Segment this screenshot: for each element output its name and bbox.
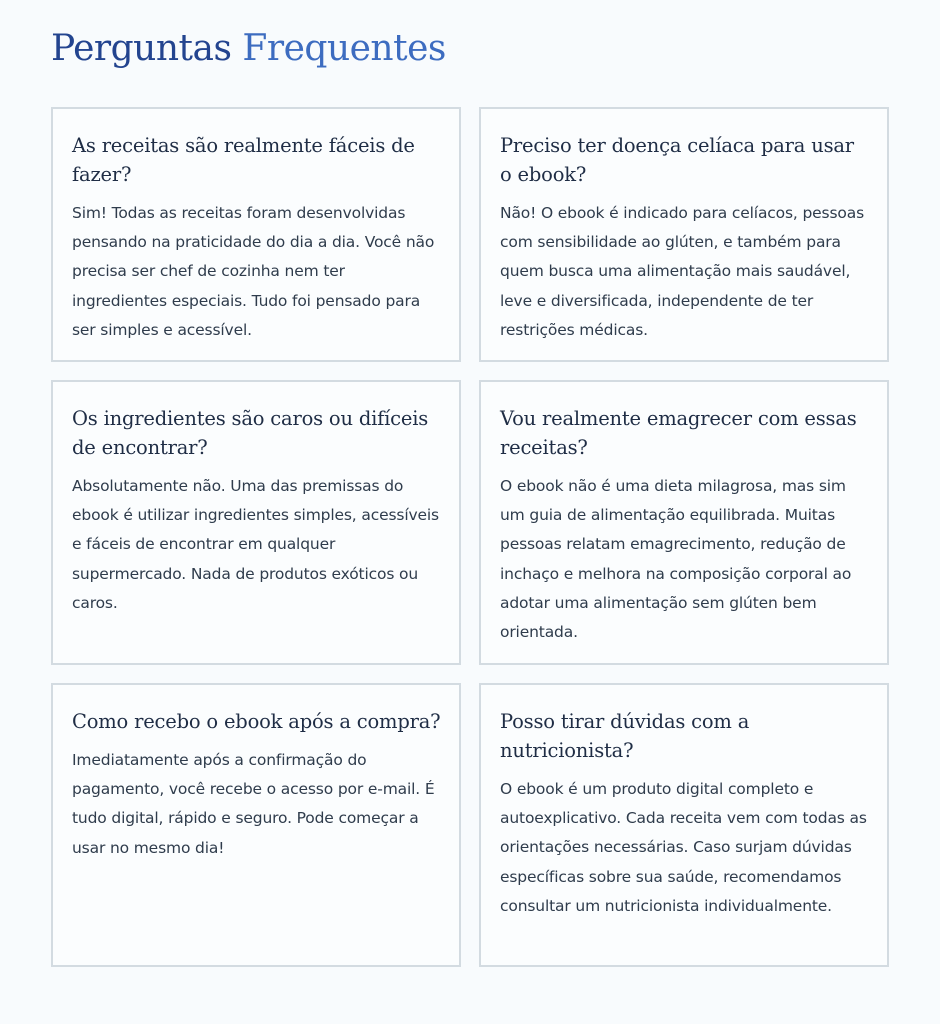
page-title-word-2: Frequentes bbox=[242, 28, 446, 69]
faq-question: Vou realmente emagrecer com essas receitas? bbox=[500, 407, 857, 459]
faq-question: As receitas são realmente fáceis de fazer? bbox=[72, 134, 415, 186]
faq-card bbox=[51, 683, 461, 967]
faq-answer: O ebook é um produto digital completo e autoexplicativo. Cada receita vem com todas as orientações necessárias. Caso surjam dúvidas específicas sobre sua saúde, recomendamos consultar um nutricionista individualmente. bbox=[500, 780, 867, 915]
faq-answer: Absolutamente não. Uma das premissas do ebook é utilizar ingredientes simples, acessíveis e fáceis de encontrar em qualquer supermercado. Nada de produtos exóticos ou caros. bbox=[72, 477, 439, 612]
faq-card bbox=[479, 380, 889, 665]
faq-question: Posso tirar dúvidas com a nutricionista? bbox=[500, 710, 750, 762]
faq-card bbox=[51, 107, 461, 362]
faq-card bbox=[479, 107, 889, 362]
faq-answer: Imediatamente após a confirmação do pagamento, você recebe o acesso por e-mail. É tudo digital, rápido e seguro. Pode começar a usar no mesmo dia! bbox=[72, 751, 435, 857]
faq-answer: Não! O ebook é indicado para celíacos, pessoas com sensibilidade ao glúten, e também para quem busca uma alimentação mais saudável, leve e diversificada, independente de ter restrições médicas. bbox=[500, 204, 865, 339]
faq-question: Os ingredientes são caros ou difíceis de encontrar? bbox=[72, 407, 429, 459]
faq-question: Preciso ter doença celíaca para usar o ebook? bbox=[500, 134, 854, 186]
faq-question: Como recebo o ebook após a compra? bbox=[72, 710, 441, 733]
faq-answer: Sim! Todas as receitas foram desenvolvidas pensando na praticidade do dia a dia. Você não precisa ser chef de cozinha nem ter ingredientes especiais. Tudo foi pensado para ser simples e acessível. bbox=[72, 204, 435, 339]
page-title-word-1: Perguntas bbox=[51, 28, 232, 69]
faq-grid bbox=[51, 107, 889, 967]
faq-card bbox=[51, 380, 461, 665]
faq-card bbox=[479, 683, 889, 967]
page-title bbox=[51, 26, 446, 72]
faq-answer: O ebook não é uma dieta milagrosa, mas sim um guia de alimentação equilibrada. Muitas pessoas relatam emagrecimento, redução de inchaço e melhora na composição corporal ao adotar uma alimentação sem glúten bem orientada. bbox=[500, 477, 852, 642]
